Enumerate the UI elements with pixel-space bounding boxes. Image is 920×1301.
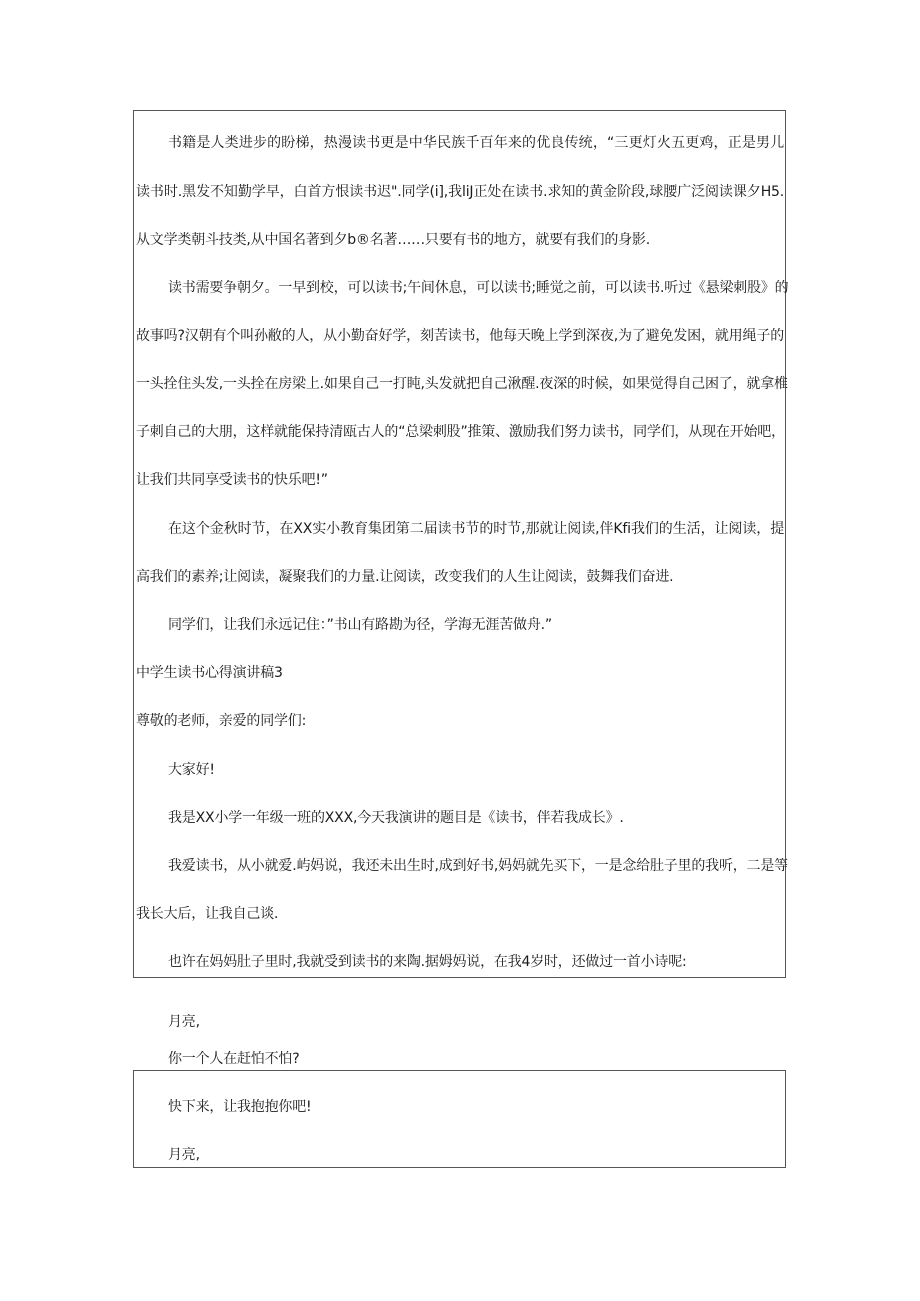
poem-line-4: 月亮, [168, 1147, 200, 1163]
paragraph-3-line-1: 在这个金秋时节，在XX实小教育集团第二届读书节的时节,那就让阅读,伴Kfi我们的生活，让阅读，提 [168, 521, 784, 537]
intro-line: 我是XX小学一年级一班的XXX,今天我演讲的题目是《读书，伴若我成长》. [168, 810, 624, 826]
poem-line-3: 快下来，让我抱抱你吧! [168, 1099, 312, 1115]
greeting: 尊敬的老师，亲爱的同学们: [136, 713, 307, 729]
paragraph-1-line-1: 书籍是人类进步的盼梯，热漫读书更是中华民族千百年来的优良传统，“三更灯火五更鸡，正是男儿 [168, 135, 784, 151]
paragraph-2-line-3: 一头拴住头发,一头拴在房梁上.如果自己一打盹,头发就把自己湫醒.夜深的时候，如果觉得自己困了，就拿椎 [136, 376, 788, 392]
paragraph-1-line-2: 读书时.黑发不知勤学早，白首方恨读书迟".同学(i],我liJ正处在读书.求知的黄金阶段,球腰广泛阅读课夕H5. [136, 184, 784, 200]
paragraph-5-line-2: 我长大后，让我自己谈. [136, 906, 279, 922]
paragraph-2-line-5: 让我们共同享受读书的快乐吧!” [136, 472, 328, 488]
poem-line-1: 月亮, [168, 1014, 200, 1030]
paragraph-2-line-2: 故事吗?汉朝有个叫孙敝的人，从小勤奋好学，刻苦读书，他每天晚上学到深夜,为了避免发困，就用绳子的 [136, 328, 784, 344]
paragraph-2-line-1: 读书需要争朝夕。一早到校，可以读书;午间休息，可以读书;睡觉之前，可以读书.听过《悬梁刺股》的 [168, 280, 789, 296]
paragraph-3-line-2: 高我们的素养;让阅读，凝聚我们的力量.让阅读，改变我们的人生让阅读，鼓舞我们奋进. [136, 569, 674, 585]
section-title: 中学生读书心得演讲稿3 [136, 665, 283, 681]
poem-line-2: 你一个人在赶怕不怕? [168, 1051, 300, 1067]
paragraph-5-line-1: 我爱读书，从小就爱.屿妈说，我还未出生时,成到好书,妈妈就先买下，一是念给肚子里的我听，二是等 [168, 858, 788, 874]
hello-line: 大家好! [168, 762, 215, 778]
paragraph-4: 同学们，让我们永远记住：”书山有路勘为径，学海无涯苦做舟.” [168, 617, 552, 633]
paragraph-2-line-4: 子刺自己的大朋，这样就能保持清瓯古人的“总梁刺股”推策、激励我们努力读书，同学们，从现在开始吧， [136, 424, 785, 440]
paragraph-6: 也许在妈妈肚子里时,我就受到读书的来陶.据姆妈说，在我4岁时，还做过一首小诗呢: [168, 954, 687, 970]
paragraph-1-line-3: 从文学类朝斗技类,从中国名著到夕b®名著……只要有书的地方，就要有我们的身影. [136, 232, 650, 248]
